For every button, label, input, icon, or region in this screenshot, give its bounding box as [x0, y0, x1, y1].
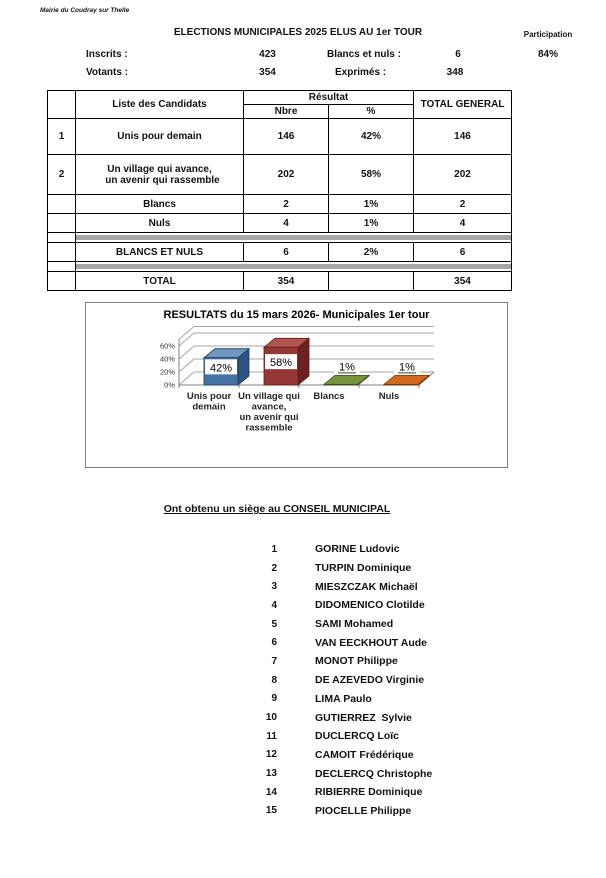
svg-text:un avenir qui: un avenir qui	[239, 412, 299, 423]
svg-text:60%: 60%	[159, 341, 175, 351]
svg-text:20%: 20%	[159, 367, 175, 377]
blancs-nuls-value: 6	[455, 49, 461, 60]
table-row	[48, 195, 512, 214]
cell-nbre: 146	[244, 119, 329, 155]
col-header-total: TOTAL GENERAL	[414, 91, 512, 119]
table-row	[48, 272, 512, 291]
list-item	[253, 652, 432, 671]
cell-pct: 2%	[329, 243, 414, 262]
candidate-name: Un village qui avance, un avenir qui rassemble	[76, 155, 244, 195]
list-item	[253, 559, 432, 578]
table-row	[48, 214, 512, 233]
candidate-name: Unis pour demain	[76, 119, 244, 155]
list-item	[253, 783, 432, 802]
elected-number: 4	[271, 599, 277, 611]
col-header-result: Résultat	[244, 91, 414, 105]
cell-nbre: 202	[244, 155, 329, 195]
elected-name: CAMOIT Frédérique	[315, 748, 414, 761]
separator-row	[48, 233, 512, 243]
elected-name: SAMI Mohamed	[315, 618, 394, 631]
list-item	[253, 577, 432, 596]
elected-number: 3	[271, 581, 277, 593]
cell-nbre: 4	[244, 214, 329, 233]
participation-label: Participation	[523, 30, 573, 39]
separator-row	[48, 262, 512, 272]
elected-number: 12	[265, 749, 277, 761]
cell-nbre: 6	[244, 243, 329, 262]
cell-total: 354	[414, 272, 512, 291]
cell-pct: 58%	[329, 155, 414, 195]
elected-number: 10	[265, 712, 277, 724]
org-name: Mairie du Coudray sur Thelle	[40, 7, 130, 14]
list-item	[253, 690, 432, 709]
svg-text:1%: 1%	[339, 361, 355, 374]
votants-label: Votants :	[86, 67, 129, 78]
svg-text:Nuls: Nuls	[378, 391, 400, 402]
list-item	[253, 633, 432, 652]
candidate-name: Nuls	[76, 214, 244, 233]
list-item	[253, 671, 432, 690]
elected-number: 11	[266, 730, 277, 742]
col-header-nbre: Nbre	[244, 105, 329, 119]
table-row	[48, 119, 512, 155]
cell-total: 2	[414, 195, 512, 214]
list-item	[253, 727, 432, 746]
cell-pct: 1%	[329, 214, 414, 233]
list-item	[253, 596, 432, 615]
participation-value: 84%	[537, 49, 558, 60]
results-chart-canvas	[86, 321, 507, 453]
elected-name: DE AZEVEDO Virginie	[315, 674, 425, 687]
elected-name: DUCLERCQ Loïc	[315, 730, 399, 743]
cell-total: 202	[414, 155, 512, 195]
row-num	[48, 243, 76, 262]
svg-text:58%: 58%	[269, 357, 293, 370]
elected-name: VAN EECKHOUT Aude	[315, 636, 428, 649]
svg-text:rassemble: rassemble	[245, 422, 293, 434]
page-title: ELECTIONS MUNICIPALES 2025 ELUS AU 1er TOUR	[173, 27, 423, 38]
row-num	[48, 214, 76, 233]
svg-text:40%: 40%	[159, 354, 175, 364]
elected-number: 14	[265, 786, 277, 798]
cell-pct	[329, 272, 414, 291]
elected-name: TURPIN Dominique	[315, 562, 412, 575]
list-item	[253, 802, 432, 821]
candidate-name: TOTAL	[76, 272, 244, 291]
separator-bar	[76, 235, 511, 240]
candidate-name: BLANCS ET NULS	[76, 243, 244, 262]
elected-name: LIMA Paulo	[315, 692, 372, 705]
elected-name: DECLERCQ Christophe	[315, 767, 433, 780]
elected-number: 8	[271, 674, 277, 686]
svg-text:42%: 42%	[209, 362, 233, 375]
svg-text:1%: 1%	[399, 361, 415, 374]
exprimes-value: 348	[446, 67, 464, 78]
votants-value: 354	[259, 67, 276, 78]
svg-text:avance,: avance,	[251, 401, 287, 413]
elected-number: 9	[271, 693, 277, 705]
table-row	[48, 243, 512, 262]
elected-name: DIDOMENICO Clotilde	[315, 599, 425, 612]
cell-total: 146	[414, 119, 512, 155]
svg-text:0%: 0%	[164, 380, 175, 390]
separator-bar	[76, 264, 511, 269]
results-table	[47, 90, 512, 291]
elected-name: RIBIERRE Dominique	[315, 786, 423, 799]
list-item	[253, 764, 432, 783]
row-num: 2	[48, 155, 76, 195]
blancs-nuls-label: Blancs et nuls :	[327, 49, 401, 60]
svg-text:Unis pour: Unis pour	[186, 391, 232, 402]
table-row	[48, 155, 512, 195]
inscrits-label: Inscrits :	[86, 49, 128, 60]
elected-number: 1	[271, 543, 277, 555]
cell-total: 4	[414, 214, 512, 233]
list-item	[253, 746, 432, 765]
col-header-pct: %	[329, 105, 414, 119]
svg-text:Blancs: Blancs	[313, 391, 345, 402]
elected-number: 7	[271, 655, 277, 667]
exprimes-label: Exprimés :	[335, 67, 387, 78]
inscrits-value: 423	[259, 49, 276, 60]
svg-text:demain: demain	[192, 401, 226, 413]
cell-total: 6	[414, 243, 512, 262]
elected-heading: Ont obtenu un siège au CONSEIL MUNICIPAL	[163, 503, 391, 515]
elected-name: PIOCELLE Philippe	[315, 804, 412, 817]
chart-title: RESULTATS du 15 mars 2026- Municipales 1er tour	[163, 309, 430, 321]
elected-name: MIESZCZAK Michaël	[315, 580, 418, 593]
list-item	[253, 708, 432, 727]
candidate-name: Blancs	[76, 195, 244, 214]
elected-name: MONOT Philippe	[315, 655, 398, 668]
elected-name: GUTIERREZ Sylvie	[315, 711, 412, 724]
table-corner-cell	[48, 91, 76, 119]
elected-number: 15	[265, 805, 277, 817]
results-chart	[85, 302, 508, 468]
cell-nbre: 2	[244, 195, 329, 214]
row-num	[48, 272, 76, 291]
cell-pct: 1%	[329, 195, 414, 214]
elected-list	[253, 540, 432, 820]
cell-pct: 42%	[329, 119, 414, 155]
list-item	[253, 540, 432, 559]
elected-number: 2	[271, 562, 277, 574]
row-num: 1	[48, 119, 76, 155]
col-header-candidates: Liste des Candidats	[76, 91, 244, 119]
elected-number: 5	[271, 618, 277, 630]
list-item	[253, 615, 432, 634]
elected-number: 6	[271, 637, 277, 649]
svg-text:Un village qui: Un village qui	[238, 391, 300, 402]
cell-nbre: 354	[244, 272, 329, 291]
row-num	[48, 195, 76, 214]
elected-name: GORINE Ludovic	[315, 543, 400, 556]
elected-number: 13	[265, 768, 277, 780]
